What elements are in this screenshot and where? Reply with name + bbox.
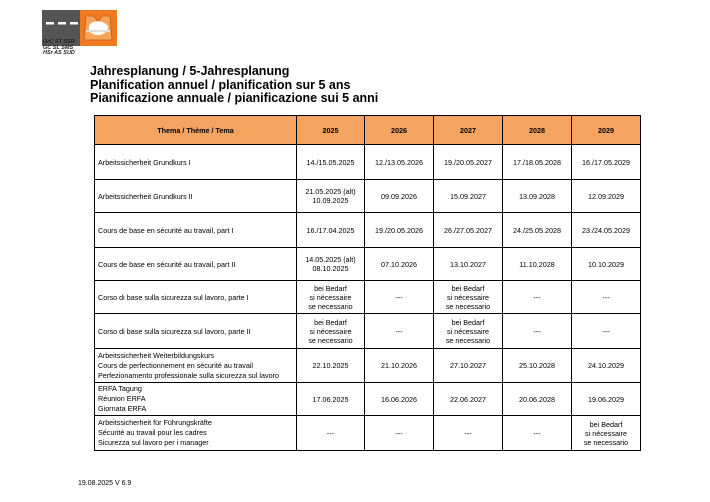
theme-line: Cours de base en sécurité au travail, part I xyxy=(98,225,234,235)
date-cell xyxy=(434,314,503,349)
date-line: se necessario xyxy=(445,301,491,311)
table-row xyxy=(95,383,641,416)
date-cell xyxy=(434,145,503,180)
date-line: 10.10.2029 xyxy=(588,259,624,269)
header-year: 2028 xyxy=(503,116,572,145)
theme-line: Arbeitssicherheit Grundkurs II xyxy=(98,191,193,201)
table-body xyxy=(95,145,641,451)
table-row xyxy=(95,180,641,213)
date-cell xyxy=(434,248,503,281)
theme-cell xyxy=(95,248,297,281)
date-cell xyxy=(572,314,641,349)
theme-line: Réunion ERFA xyxy=(98,394,146,403)
date-line: bei Bedarf xyxy=(314,283,347,293)
date-line: 19./20.05.2026 xyxy=(375,225,423,235)
date-cell xyxy=(297,281,365,314)
date-line: 08.10.2025 xyxy=(312,264,349,273)
date-line: 11.10.2028 xyxy=(519,259,555,269)
theme-cell xyxy=(95,383,297,416)
date-cell xyxy=(503,349,572,383)
date-line: 24./25.05.2028 xyxy=(513,225,561,235)
date-line: 25.10.2028 xyxy=(519,361,555,370)
date-cell xyxy=(365,416,434,451)
theme-line: Sicurezza sul lavoro per i manager xyxy=(98,438,209,447)
date-cell xyxy=(365,180,434,213)
date-cell xyxy=(572,349,641,383)
theme-cell xyxy=(95,349,297,383)
date-cell xyxy=(572,248,641,281)
theme-cell xyxy=(95,180,297,213)
version-footer: 19.08.2025 V 6.9 xyxy=(78,480,132,487)
date-cell xyxy=(572,416,641,451)
title-de: Jahresplanung / 5-Jahresplanung xyxy=(90,64,290,78)
date-line: --- xyxy=(602,326,610,336)
table-header-row xyxy=(95,116,641,145)
date-cell xyxy=(572,180,641,213)
date-cell xyxy=(365,314,434,349)
logo-caption-line: GrC ST SER xyxy=(43,39,75,45)
table-row xyxy=(95,281,641,314)
date-cell xyxy=(434,213,503,248)
theme-cell xyxy=(95,314,297,349)
date-line: bei Bedarf xyxy=(451,317,485,327)
date-line: 16./17.04.2025 xyxy=(306,225,355,235)
theme-line: Cours de base en sécurité au travail, part II xyxy=(98,259,236,269)
date-cell xyxy=(365,145,434,180)
table-row xyxy=(95,145,641,180)
date-cell xyxy=(572,213,641,248)
theme-line: Corso di base sulla sicurezza sul lavoro, parte II xyxy=(98,326,251,336)
theme-cell xyxy=(95,281,297,314)
date-line: --- xyxy=(326,428,335,438)
theme-cell xyxy=(95,416,297,451)
date-line: --- xyxy=(533,326,541,336)
date-line: si nécessaire xyxy=(447,292,489,302)
title-fr: Planification annuel / planification sur 5 ans xyxy=(90,77,351,92)
date-cell xyxy=(297,383,365,416)
date-cell xyxy=(365,248,434,281)
date-cell xyxy=(572,383,641,416)
date-line: 17.06.2025 xyxy=(312,394,349,404)
date-line: 26./27.05.2027 xyxy=(444,225,492,235)
theme-line: Arbeitssicherheit Weiterbildungskurs xyxy=(98,350,215,360)
date-line: 21.05.2025 (alt) xyxy=(305,187,356,196)
date-line: 19.06.2029 xyxy=(588,394,624,404)
date-line: 14.05.2025 (alt) xyxy=(305,255,356,264)
header-year: 2026 xyxy=(365,116,434,145)
date-line: 13.10.2027 xyxy=(450,259,486,269)
date-line: --- xyxy=(395,326,403,336)
date-cell xyxy=(365,383,434,416)
date-cell xyxy=(297,416,365,451)
date-line: --- xyxy=(464,428,472,438)
table-row xyxy=(95,213,641,248)
date-line: 12.09.2029 xyxy=(588,191,624,201)
date-cell xyxy=(572,281,641,314)
theme-line: ERFA Tagung xyxy=(98,384,142,393)
header-year: 2029 xyxy=(572,116,641,145)
date-cell xyxy=(365,349,434,383)
date-cell xyxy=(572,145,641,180)
table-row xyxy=(95,314,641,349)
theme-line: Sécurité au travail pour les cadres xyxy=(98,428,207,437)
date-line: 16./17.05.2029 xyxy=(582,157,630,167)
theme-line: Arbeitssicherheit Grundkurs I xyxy=(98,157,191,167)
title-it: Pianificazione annuale / pianificazione sui 5 anni xyxy=(90,91,379,105)
theme-line: Cours de perfectionnement en sécurité au travail xyxy=(98,360,254,370)
date-line: --- xyxy=(533,292,541,302)
date-cell xyxy=(503,145,572,180)
date-cell xyxy=(503,314,572,349)
theme-line: Giornata ERFA xyxy=(98,404,147,413)
date-cell xyxy=(434,383,503,416)
date-line: se necessario xyxy=(445,335,491,345)
date-line: 19./20.05.2027 xyxy=(444,157,492,167)
date-line: 15.09.2027 xyxy=(450,191,486,201)
table-row xyxy=(95,416,641,451)
date-cell xyxy=(365,281,434,314)
date-line: se necessario xyxy=(308,301,353,311)
date-line: bei Bedarf xyxy=(589,419,623,429)
date-line: 14./15.05.2025 xyxy=(306,157,355,167)
date-line: 07.10.2026 xyxy=(381,259,417,269)
date-line: 13.09.2028 xyxy=(519,191,555,201)
date-line: 23./24.05.2029 xyxy=(582,225,630,235)
date-line: 12./13.05.2026 xyxy=(375,157,423,167)
date-cell xyxy=(365,213,434,248)
date-cell xyxy=(297,349,365,383)
date-line: --- xyxy=(395,428,403,438)
date-line: si nécessaire xyxy=(447,326,489,336)
theme-line: Arbeitssicherheit für Führungskräfte xyxy=(98,418,212,427)
date-line: 27.10.2027 xyxy=(450,361,486,370)
date-line: 22.06.2027 xyxy=(450,394,486,404)
date-line: --- xyxy=(602,292,610,302)
header-theme: Thema / Thème / Tema xyxy=(95,116,297,145)
header-year: 2025 xyxy=(297,116,365,145)
date-line: 22.10.2025 xyxy=(312,361,349,370)
theme-line: Corso di base sulla sicurezza sul lavoro, parte I xyxy=(98,292,249,302)
theme-cell xyxy=(95,213,297,248)
theme-line: Perfezionamento professionale sulla sicurezza sul lavoro xyxy=(98,370,279,380)
date-cell xyxy=(503,281,572,314)
date-cell xyxy=(434,349,503,383)
date-line: --- xyxy=(395,292,403,302)
date-line: 10.09.2025 xyxy=(312,196,349,205)
date-line: si nécessaire xyxy=(585,428,627,438)
date-line: bei Bedarf xyxy=(314,317,347,327)
date-cell xyxy=(503,248,572,281)
date-cell xyxy=(297,248,365,281)
date-cell xyxy=(434,281,503,314)
planning-table xyxy=(94,115,641,451)
date-cell xyxy=(503,383,572,416)
page-title xyxy=(90,65,378,106)
date-line: si nécessaire xyxy=(309,292,352,302)
table-row xyxy=(95,248,641,281)
date-cell xyxy=(503,213,572,248)
date-line: 16.06.2026 xyxy=(381,394,417,404)
logo-caption xyxy=(43,40,75,57)
date-line: 09.09.2026 xyxy=(381,191,417,201)
date-line: bei Bedarf xyxy=(451,283,485,293)
date-cell xyxy=(297,213,365,248)
date-line: 17./18.05.2028 xyxy=(513,157,561,167)
date-cell xyxy=(297,314,365,349)
header-year: 2027 xyxy=(434,116,503,145)
date-line: 20.06.2028 xyxy=(519,394,555,404)
date-cell xyxy=(503,416,572,451)
date-line: se necessario xyxy=(583,437,629,447)
date-cell xyxy=(503,180,572,213)
table-row xyxy=(95,349,641,383)
logo-caption-line: GC SL SMS xyxy=(43,44,74,51)
date-cell xyxy=(297,145,365,180)
date-line: 24.10.2029 xyxy=(588,361,624,370)
logo-caption-line: HSr AS SUD xyxy=(43,50,75,56)
date-cell xyxy=(434,180,503,213)
theme-cell xyxy=(95,145,297,180)
date-cell xyxy=(434,416,503,451)
date-line: --- xyxy=(533,428,541,438)
date-line: si nécessaire xyxy=(309,326,352,336)
date-cell xyxy=(297,180,365,213)
date-line: 21.10.2026 xyxy=(381,361,417,370)
date-line: se necessario xyxy=(308,335,353,345)
